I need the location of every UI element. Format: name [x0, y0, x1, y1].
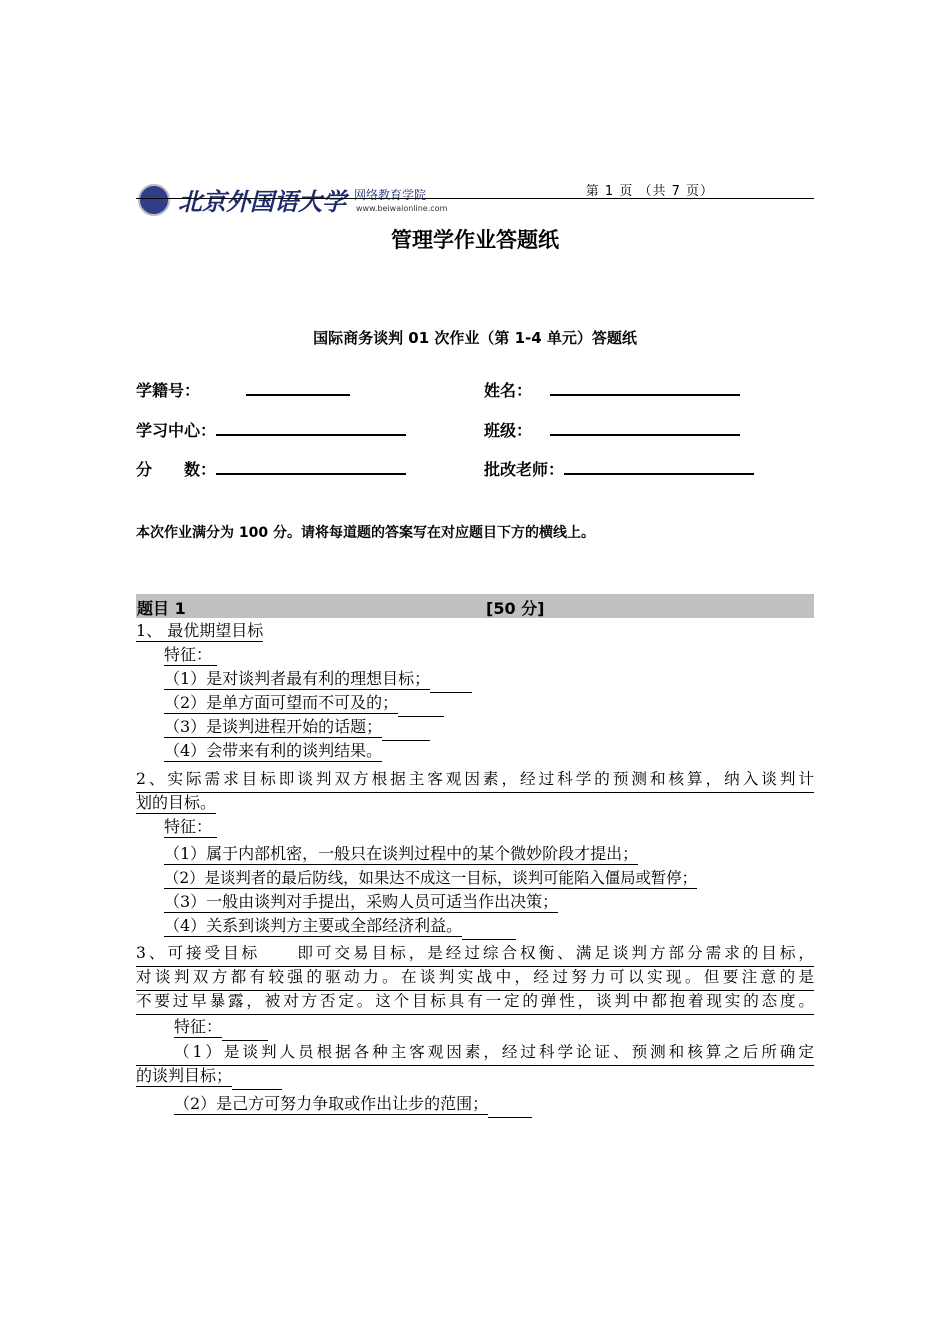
question-label: 题目 1 — [137, 599, 186, 618]
answer-line: 对谈判双方都有较强的驱动力。在谈判实战中，经过努力可以实现。但要注意的是 — [136, 965, 814, 991]
question-score: [50 分] — [486, 599, 545, 618]
university-logo — [138, 184, 458, 216]
answer-line: 的谈判目标； — [136, 1064, 282, 1090]
answer-line: 3、可接受目标 即可交易目标，是经过综合权衡、满足谈判方部分需求的目标， — [136, 941, 814, 967]
answer-line: 1、 最优期望目标 — [136, 621, 264, 640]
answer-line: （1）是谈判人员根据各种主客观因素，经过科学论证、预测和核算之后所确定 — [136, 1040, 814, 1066]
instruction-text: 本次作业满分为 100 分。请将每道题的答案写在对应题目下方的横线上。 — [136, 525, 595, 541]
name-label: 姓名： — [484, 381, 533, 400]
student-id-label: 学籍号： — [136, 381, 201, 400]
answer-line: 特征： — [174, 1015, 268, 1041]
answer-line: （3）一般由谈判对手提出，采购人员可适当作出决策； — [164, 892, 559, 911]
score-blank[interactable] — [216, 457, 406, 475]
document-title: 管理学作业答题纸 — [391, 228, 559, 252]
class-label: 班级： — [484, 421, 533, 440]
teacher-field — [484, 457, 754, 480]
answer-line: （2）是谈判者的最后防线，如果达不成这一目标，谈判可能陷入僵局或暂停； — [164, 869, 698, 887]
class-blank[interactable] — [550, 418, 740, 436]
learning-center-label: 学习中心： — [136, 421, 217, 440]
class-field — [484, 418, 740, 441]
answer-line: 特征： — [164, 643, 217, 667]
learning-center-field — [136, 418, 406, 441]
answer-line: 不要过早暴露，被对方否定。这个目标具有一定的弹性，谈判中都抱着现实的态度。 — [136, 989, 814, 1015]
question-header-bar — [136, 594, 814, 618]
answer-line: 2、实际需求目标即谈判双方根据主客观因素，经过科学的预测和核算，纳入谈判计 — [136, 767, 814, 793]
answer-line: 划的目标。 — [136, 793, 217, 812]
logo-university-name: 北京外国语大学 — [178, 187, 346, 216]
answer-line: （4）会带来有利的谈判结果。 — [164, 741, 383, 760]
learning-center-blank[interactable] — [216, 418, 406, 436]
student-id-field — [136, 378, 350, 401]
answer-line: 特征： — [164, 815, 217, 839]
score-field — [136, 457, 406, 480]
logo-school-name: 网络教育学院 — [354, 188, 427, 202]
page-header — [136, 178, 814, 218]
name-field — [484, 378, 740, 401]
page-number: 第 1 页 （共 7 页） — [585, 184, 714, 199]
student-id-blank[interactable] — [246, 378, 350, 396]
teacher-blank[interactable] — [564, 457, 754, 475]
answer-line: （4）关系到谈判方主要或全部经济利益。 — [164, 914, 516, 940]
teacher-label: 批改老师： — [484, 460, 565, 479]
answer-line: （1）属于内部机密，一般只在谈判过程中的某个微妙阶段才提出； — [164, 844, 639, 863]
university-seal-icon — [138, 184, 170, 216]
header-rule — [136, 198, 814, 199]
answer-line: （2）是己方可努力争取或作出让步的范围； — [174, 1092, 532, 1118]
document-subtitle: 国际商务谈判 01 次作业（第 1-4 单元）答题纸 — [313, 329, 637, 347]
logo-url: www.beiwaionline.com — [356, 204, 448, 213]
answer-line: （3）是谈判进程开始的话题； — [164, 715, 430, 741]
answer-line: （1）是对谈判者最有利的理想目标； — [164, 667, 472, 693]
name-blank[interactable] — [550, 378, 740, 396]
score-label: 分 数： — [136, 460, 217, 479]
answer-line: （2）是单方面可望而不可及的； — [164, 691, 444, 717]
